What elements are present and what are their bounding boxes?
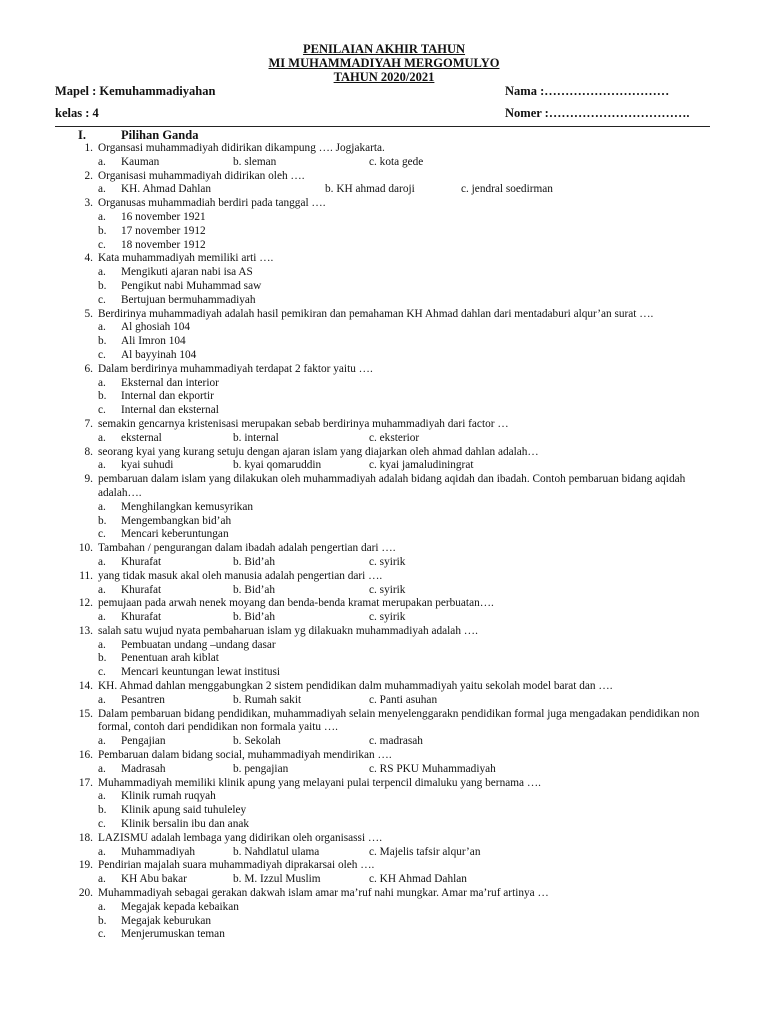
- option-text: Khurafat: [121, 611, 162, 624]
- answer-option: [0, 266, 768, 280]
- answer-option: [0, 377, 768, 391]
- option-letter: c.: [369, 459, 377, 472]
- question-item: [0, 418, 768, 446]
- option-text: Mencari keberuntungan: [121, 528, 229, 541]
- option-letter: c.: [369, 845, 377, 858]
- answer-option: [369, 763, 496, 777]
- option-letter: b.: [98, 804, 107, 817]
- option-text: Mencari keuntungan lewat institusi: [121, 666, 281, 679]
- answer-option: [369, 846, 480, 860]
- option-text: Pengikut nabi Muhammad saw: [121, 279, 262, 292]
- question-text: Pembaruan dalam bidang social, muhammadiyah mendirikan ….: [98, 749, 392, 762]
- question-text: Pendirian majalah suara muhammadiyah diprakarsai oleh ….: [98, 859, 375, 872]
- question-item: [0, 446, 768, 474]
- question-number: 6.: [84, 362, 93, 375]
- option-text: Rumah sakit: [244, 693, 302, 706]
- answer-option: [369, 735, 423, 749]
- option-letter: b.: [233, 845, 242, 858]
- answer-option: [233, 873, 321, 887]
- option-text: eksterior: [379, 431, 420, 444]
- answer-options-row: [0, 846, 768, 860]
- question-text: Dalam pembaruan bidang pendidikan, muhammadiyah selain menyelenggarakn pendidikan formal juga mengadakan pendidikan non formal, contoh dari pendidikan non formala yaitu ….: [98, 707, 700, 734]
- option-letter: b.: [98, 914, 107, 927]
- question-item: [0, 142, 768, 170]
- question-text: KH. Ahmad dahlan menggabungkan 2 sistem pendidikan dalm muhammadiyah yaitu sekolah model barat dan ….: [98, 680, 613, 693]
- option-text: kyai qomaruddin: [244, 459, 322, 472]
- question-number: 18.: [78, 831, 93, 844]
- answer-options-row: [0, 873, 768, 887]
- option-letter: b.: [98, 514, 107, 527]
- answer-option: [233, 694, 301, 708]
- option-text: Muhammadiyah: [121, 845, 196, 858]
- option-text: kyai suhudi: [121, 459, 174, 472]
- question-text: semakin gencarnya kristenisasi merupakan sebab berdirinya muhammadiyah dari factor …: [98, 417, 509, 430]
- question-text: Organisasi muhammadiyah didirikan oleh ….: [98, 169, 305, 182]
- question-item: [0, 625, 768, 680]
- option-text: Bid’ah: [244, 555, 276, 568]
- answer-option: [0, 915, 768, 929]
- question-number: 20.: [78, 887, 93, 900]
- question-text: seorang kyai yang kurang setuju dengan ajaran islam yang diajarkan oleh ahmad dahlan adalah…: [98, 445, 539, 458]
- option-letter: a.: [98, 845, 106, 858]
- option-text: Menghilangkan kemusyrikan: [121, 500, 254, 513]
- option-letter: a.: [98, 762, 106, 775]
- option-letter: b.: [98, 224, 107, 237]
- option-letter: c.: [98, 928, 106, 941]
- academic-year: TAHUN 2020/2021: [333, 70, 435, 84]
- answer-option: [0, 666, 768, 680]
- option-text: Eksternal dan interior: [121, 376, 219, 389]
- option-letter: b.: [233, 155, 242, 168]
- answer-option: [0, 239, 768, 253]
- option-text: Klinik bersalin ibu dan anak: [121, 818, 250, 831]
- number-field: Nomer :…………………………….: [505, 106, 690, 120]
- option-letter: a.: [98, 266, 106, 279]
- answer-option: [0, 639, 768, 653]
- option-letter: a.: [98, 583, 106, 596]
- question-item: [0, 308, 768, 363]
- answer-option: [0, 404, 768, 418]
- option-text: pengajian: [244, 762, 289, 775]
- school-name: MI MUHAMMADIYAH MERGOMULYO: [268, 56, 500, 70]
- option-letter: c.: [369, 873, 377, 886]
- option-letter: c.: [98, 666, 106, 679]
- option-text: Ali Imron 104: [121, 335, 186, 348]
- answer-option: [0, 280, 768, 294]
- question-number: 19.: [78, 859, 93, 872]
- option-letter: c.: [369, 735, 377, 748]
- option-text: jendral soedirman: [471, 183, 553, 196]
- option-letter: a.: [98, 459, 106, 472]
- answer-option: [0, 901, 768, 915]
- option-text: Pembuatan undang –undang dasar: [121, 638, 276, 651]
- option-letter: c.: [369, 762, 377, 775]
- question-item: [0, 832, 768, 860]
- answer-options-row: [0, 694, 768, 708]
- answer-options-row: [0, 556, 768, 570]
- option-text: Al bayyinah 104: [121, 348, 197, 361]
- question-item: [0, 708, 768, 749]
- answer-option: [461, 183, 553, 197]
- answer-option: [0, 501, 768, 515]
- name-field: Nama :…………………………: [505, 84, 670, 98]
- option-letter: b.: [233, 693, 242, 706]
- option-letter: c.: [98, 528, 106, 541]
- option-text: KH Ahmad Dahlan: [379, 873, 467, 886]
- option-letter: a.: [98, 873, 106, 886]
- answer-option: [0, 294, 768, 308]
- option-text: sleman: [244, 155, 277, 168]
- option-text: 17 november 1912: [121, 224, 206, 237]
- question-number: 4.: [84, 252, 93, 265]
- answer-option: [369, 694, 437, 708]
- option-text: 16 november 1921: [121, 210, 206, 223]
- question-number: 5.: [84, 307, 93, 320]
- option-text: Menjerumuskan teman: [121, 928, 225, 941]
- question-item: [0, 680, 768, 708]
- answer-options-row: [0, 584, 768, 598]
- answer-option: [325, 183, 415, 197]
- answer-option: [0, 335, 768, 349]
- answer-option: [233, 556, 275, 570]
- option-text: Pengajian: [121, 735, 166, 748]
- option-text: kota gede: [379, 155, 424, 168]
- option-text: M. Izzul Muslim: [244, 873, 321, 886]
- section-number: I.: [78, 128, 86, 142]
- option-letter: b.: [98, 279, 107, 292]
- question-number: 3.: [84, 197, 93, 210]
- section-title: Pilihan Ganda: [121, 128, 199, 142]
- option-text: Pesantren: [121, 693, 165, 706]
- question-text: Organusas muhammadiah berdiri pada tanggal ….: [98, 197, 326, 210]
- question-item: [0, 363, 768, 418]
- question-number: 14.: [78, 680, 93, 693]
- option-letter: a.: [98, 183, 106, 196]
- answer-options-row: [0, 156, 768, 170]
- option-letter: a.: [98, 431, 106, 444]
- option-letter: c.: [369, 555, 377, 568]
- option-text: Bid’ah: [244, 611, 276, 624]
- option-text: RS PKU Muhammadiyah: [379, 762, 496, 775]
- option-letter: a.: [98, 790, 106, 803]
- answer-options-row: [0, 735, 768, 749]
- option-letter: b.: [98, 390, 107, 403]
- answer-option: [0, 790, 768, 804]
- option-text: Khurafat: [121, 583, 162, 596]
- option-text: Mengembangkan bid’ah: [121, 514, 232, 527]
- option-letter: a.: [98, 155, 106, 168]
- option-letter: a.: [98, 555, 106, 568]
- answer-option: [0, 804, 768, 818]
- option-letter: c.: [369, 693, 377, 706]
- question-text: Kata muhammadiyah memiliki arti ….: [98, 252, 274, 265]
- option-text: 18 november 1912: [121, 238, 206, 251]
- option-text: syirik: [379, 611, 406, 624]
- answer-option: [0, 528, 768, 542]
- question-text: pemujaan pada arwah nenek moyang dan benda-benda kramat merupakan perbuatan….: [98, 597, 494, 610]
- option-letter: c.: [369, 431, 377, 444]
- answer-option: [369, 556, 405, 570]
- option-text: Klinik apung said tuhuleley: [121, 804, 247, 817]
- question-item: [0, 570, 768, 598]
- exam-title: PENILAIAN AKHIR TAHUN: [302, 42, 466, 56]
- option-letter: b.: [98, 335, 107, 348]
- answer-option: [0, 211, 768, 225]
- answer-options-row: [0, 183, 768, 197]
- question-list: [0, 142, 768, 942]
- question-number: 11.: [79, 569, 93, 582]
- question-number: 9.: [84, 473, 93, 486]
- question-number: 10.: [78, 542, 93, 555]
- answer-option: [369, 432, 419, 446]
- option-text: Sekolah: [244, 735, 281, 748]
- option-text: KH Abu bakar: [121, 873, 187, 886]
- question-item: [0, 859, 768, 887]
- option-text: Madrasah: [121, 762, 166, 775]
- answer-option: [0, 818, 768, 832]
- option-letter: a.: [98, 611, 106, 624]
- answer-option: [233, 432, 279, 446]
- question-number: 8.: [84, 445, 93, 458]
- subject-field: Mapel : Kemuhammadiyahan: [55, 84, 216, 98]
- question-text: Berdirinya muhammadiyah adalah hasil pemikiran dan pemahaman KH Ahmad dahlan dari mentadaburi alqur’an surat ….: [98, 307, 654, 320]
- option-letter: a.: [98, 376, 106, 389]
- option-text: Kauman: [121, 155, 160, 168]
- option-letter: a.: [98, 638, 106, 651]
- question-item: [0, 170, 768, 198]
- option-text: internal: [244, 431, 279, 444]
- answer-option: [369, 459, 473, 473]
- answer-options-row: [0, 763, 768, 777]
- answer-option: [233, 584, 275, 598]
- question-item: [0, 887, 768, 942]
- answer-options-row: [0, 611, 768, 625]
- class-field: kelas : 4: [55, 106, 99, 120]
- answer-option: [0, 390, 768, 404]
- question-text: LAZISMU adalah lembaga yang didirikan oleh organisassi ….: [98, 831, 383, 844]
- question-number: 12.: [78, 597, 93, 610]
- option-letter: b.: [233, 583, 242, 596]
- option-letter: a.: [98, 321, 106, 334]
- answer-option: [233, 156, 276, 170]
- option-text: KH ahmad daroji: [336, 183, 415, 196]
- question-number: 13.: [78, 624, 93, 637]
- option-text: Nahdlatul ulama: [244, 845, 320, 858]
- option-text: KH. Ahmad Dahlan: [121, 183, 212, 196]
- option-text: Khurafat: [121, 555, 162, 568]
- option-text: kyai jamaludiningrat: [379, 459, 474, 472]
- question-number: 1.: [84, 142, 93, 154]
- answer-option: [0, 349, 768, 363]
- option-letter: a.: [98, 735, 106, 748]
- question-number: 2.: [84, 169, 93, 182]
- answer-option: [233, 763, 288, 777]
- answer-option: [233, 735, 281, 749]
- option-letter: c.: [98, 818, 106, 831]
- question-number: 17.: [78, 776, 93, 789]
- option-letter: b.: [233, 873, 242, 886]
- option-letter: a.: [98, 210, 106, 223]
- option-text: Bertujuan bermuhammadiyah: [121, 293, 256, 306]
- question-item: [0, 597, 768, 625]
- question-number: 7.: [84, 417, 93, 430]
- question-text: Dalam berdirinya muhammadiyah terdapat 2 faktor yaitu ….: [98, 362, 373, 375]
- header-divider: [55, 126, 710, 127]
- option-text: Internal dan eksternal: [121, 404, 219, 417]
- option-text: syirik: [379, 555, 406, 568]
- option-letter: b.: [233, 611, 242, 624]
- question-number: 15.: [78, 707, 93, 720]
- answer-option: [0, 652, 768, 666]
- question-item: [0, 197, 768, 252]
- option-letter: c.: [369, 155, 377, 168]
- option-text: Panti asuhan: [379, 693, 438, 706]
- option-letter: b.: [233, 735, 242, 748]
- option-letter: b.: [233, 431, 242, 444]
- question-item: [0, 252, 768, 307]
- question-text: pembaruan dalam islam yang dilakukan oleh muhammadiyah adalah bidang aqidah dan ibadah. Contoh pembaruan bidang aqidah adalah….: [98, 473, 686, 499]
- option-letter: b.: [233, 459, 242, 472]
- option-text: Megajak kepada kebaikan: [121, 900, 239, 913]
- option-letter: b.: [98, 652, 107, 665]
- option-text: Internal dan ekportir: [121, 390, 214, 403]
- option-letter: c.: [98, 348, 106, 361]
- answer-option: [369, 873, 467, 887]
- answer-options-row: [0, 432, 768, 446]
- option-letter: b.: [233, 555, 242, 568]
- question-item: [0, 749, 768, 777]
- answer-option: [233, 611, 275, 625]
- answer-option: [369, 156, 423, 170]
- question-text: Muhammadiyah sebagai gerakan dakwah islam amar ma’ruf nahi mungkar. Amar ma’ruf artinya …: [98, 887, 549, 900]
- answer-option: [233, 846, 319, 860]
- question-text: Tambahan / pengurangan dalam ibadah adalah pengertian dari ….: [98, 542, 396, 555]
- option-text: Mengikuti ajaran nabi isa AS: [121, 266, 253, 279]
- question-text: Organsasi muhammadiyah didirikan dikampung …. Jogjakarta.: [98, 142, 385, 154]
- answer-option: [0, 321, 768, 335]
- option-letter: c.: [98, 404, 106, 417]
- option-letter: a.: [98, 900, 106, 913]
- answer-options-row: [0, 459, 768, 473]
- question-text: salah satu wujud nyata pembaharuan islam yg dilakuakn muhammadiyah adalah ….: [98, 624, 478, 637]
- question-number: 16.: [78, 749, 93, 762]
- option-letter: c.: [369, 611, 377, 624]
- question-item: [0, 777, 768, 832]
- answer-option: [0, 515, 768, 529]
- option-text: madrasah: [379, 735, 423, 748]
- option-letter: a.: [98, 693, 106, 706]
- option-text: Klinik rumah ruqyah: [121, 790, 216, 803]
- option-letter: b.: [233, 762, 242, 775]
- option-text: Al ghosiah 104: [121, 321, 191, 334]
- answer-option: [369, 584, 405, 598]
- question-text: yang tidak masuk akal oleh manusia adalah pengertian dari ….: [98, 569, 383, 582]
- option-text: Bid’ah: [244, 583, 276, 596]
- answer-option: [369, 611, 405, 625]
- question-text: Muhammadiyah memiliki klinik apung yang melayani pulai terpencil dimaluku yang bernama ….: [98, 776, 541, 789]
- option-letter: c.: [461, 183, 469, 196]
- option-text: Penentuan arah kiblat: [121, 652, 219, 665]
- answer-option: [0, 225, 768, 239]
- option-letter: c.: [369, 583, 377, 596]
- option-text: Megajak keburukan: [121, 914, 212, 927]
- answer-option: [0, 928, 768, 942]
- question-item: [0, 473, 768, 542]
- option-letter: b.: [325, 183, 334, 196]
- option-text: syirik: [379, 583, 406, 596]
- option-text: Majelis tafsir alqur’an: [379, 845, 481, 858]
- option-letter: c.: [98, 238, 106, 251]
- answer-option: [233, 459, 321, 473]
- option-letter: a.: [98, 500, 106, 513]
- option-text: eksternal: [121, 431, 162, 444]
- option-letter: c.: [98, 293, 106, 306]
- question-item: [0, 542, 768, 570]
